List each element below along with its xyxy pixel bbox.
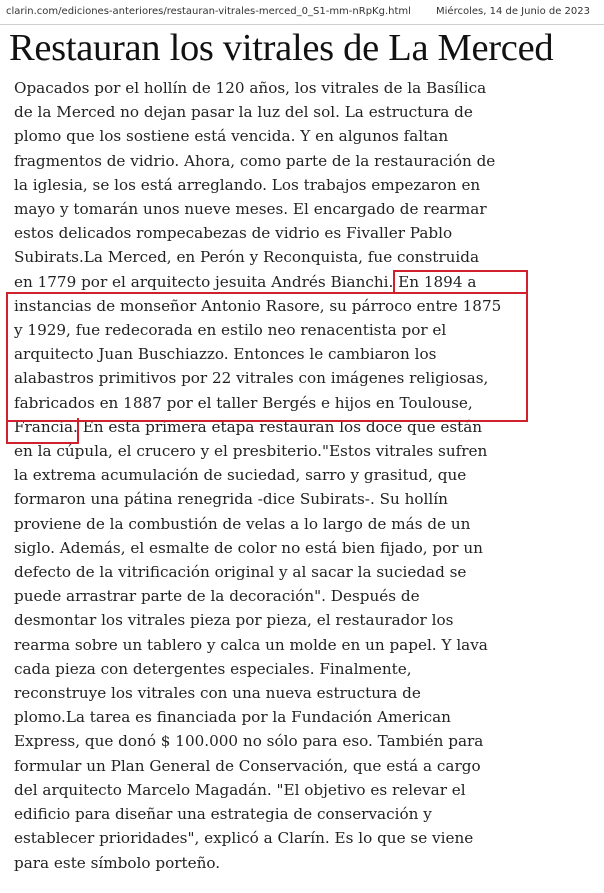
article-line: la extrema acumulación de suciedad, sarro y grasitud, que [14, 466, 467, 485]
article-line: instancias de monseñor Antonio Rasore, su párroco entre 1875 [14, 296, 502, 315]
article-line: para este símbolo porteño. [14, 853, 221, 872]
article-line: Express, que donó $ 100.000 no sólo para eso. También para [14, 732, 484, 751]
article-line: mayo y tomarán unos nueve meses. El encargado de rearmar [14, 200, 487, 219]
article-line: edificio para diseñar una estrategia de conservación y [14, 805, 432, 824]
article-line: Francia. En esta primera etapa restauran los doce que están [14, 417, 483, 436]
article-body [14, 76, 592, 875]
article-line: reconstruye los vitrales con una nueva estructura de [14, 684, 421, 703]
article-line: en 1779 por el arquitecto jesuita Andrés Bianchi. En 1894 a [14, 272, 477, 291]
article-line: proviene de la combustión de velas a lo largo de más de un [14, 514, 471, 533]
article-line: del arquitecto Marcelo Magadán. "El objetivo es relevar el [14, 780, 466, 799]
article-line: siglo. Además, el esmalte de color no está bien fijado, por un [14, 538, 483, 557]
article-line: Opacados por el hollín de 120 años, los vitrales de la Basílica [14, 79, 487, 97]
article-line: la iglesia, se los está arreglando. Los trabajos empezaron en [14, 175, 481, 194]
article-line: puede arrastrar parte de la decoración". Después de [14, 587, 420, 606]
article-line: estos delicados rompecabezas de vidrio es Fivaller Pablo [14, 224, 453, 243]
article-line: en la cúpula, el crucero y el presbiterio."Estos vitrales sufren [14, 442, 488, 461]
article-line: y 1929, fue redecorada en estilo neo renacentista por el [14, 321, 447, 340]
article-line: fragmentos de vidrio. Ahora, como parte de la restauración de [14, 151, 496, 170]
article-line: fabricados en 1887 por el taller Bergés e hijos en Toulouse, [14, 393, 473, 412]
article-line: establecer prioridades", explicó a Clarín. Es lo que se viene [14, 829, 474, 848]
article-line: Subirats.La Merced, en Perón y Reconquista, fue construida [14, 248, 480, 267]
article-line: de la Merced no dejan pasar la luz del sol. La estructura de [14, 103, 473, 122]
article-line: plomo que los sostiene está vencida. Y en algunos faltan [14, 127, 449, 146]
edition-date: Miércoles, 14 de Junio de 2023 [436, 6, 590, 17]
article-title: Restauran los vitrales de La Merced [9, 27, 554, 69]
article-line: arquitecto Juan Buschiazzo. Entonces le cambiaron los [14, 345, 437, 364]
article-line: formular un Plan General de Conservación, que está a cargo [14, 756, 481, 775]
article-line: cada pieza con detergentes especiales. Finalmente, [14, 659, 412, 678]
article-line: defecto de la vitrificación original y al sacar la suciedad se [14, 563, 467, 582]
browser-header-bar [0, 0, 604, 25]
article-line: desmontar los vitrales pieza por pieza, el restaurador los [14, 611, 454, 630]
article-line: plomo.La tarea es financiada por la Fundación American [14, 708, 451, 727]
article-line: alabastros primitivos por 22 vitrales con imágenes religiosas, [14, 369, 489, 388]
article-line: formaron una pátina renegrida -dice Subirats-. Su hollín [14, 490, 448, 509]
article-line: rearma sobre un tablero y calca un molde en un papel. Y lava [14, 635, 488, 654]
page-url[interactable]: clarin.com/ediciones-anteriores/restauran-vitrales-merced_0_S1-mm-nRpKg.html [6, 6, 411, 17]
